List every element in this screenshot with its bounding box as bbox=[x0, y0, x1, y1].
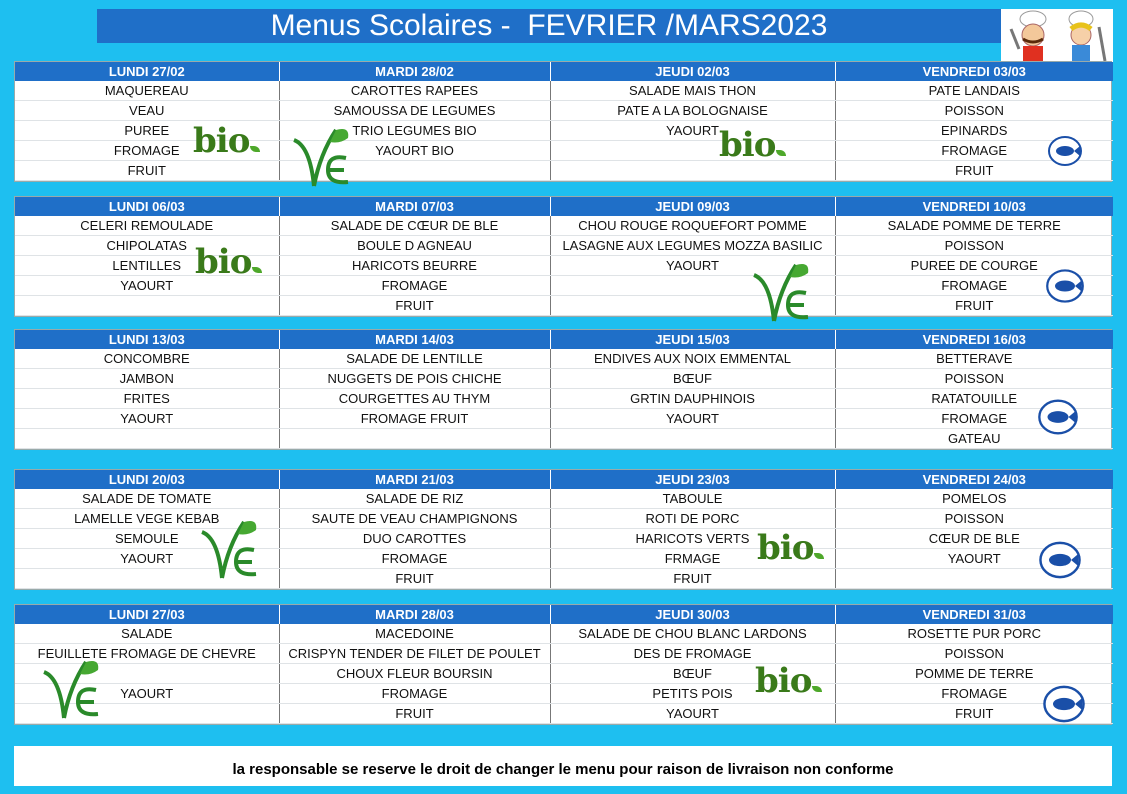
menu-item: ROSETTE PUR PORC bbox=[835, 624, 1113, 644]
day-header: MARDI 28/03 bbox=[279, 605, 550, 624]
menu-item: POMME DE TERRE bbox=[835, 664, 1113, 684]
menu-item: FROMAGE bbox=[835, 141, 1113, 161]
week-4-table bbox=[14, 469, 1112, 590]
menu-item: SAUTE DE VEAU CHAMPIGNONS bbox=[279, 509, 550, 529]
menu-item: POMELOS bbox=[835, 489, 1113, 509]
menu-item: COURGETTES AU THYM bbox=[279, 389, 550, 409]
chefs-illustration bbox=[1001, 9, 1113, 65]
menu-item: POISSON bbox=[835, 644, 1113, 664]
menu-item: TRIO LEGUMES BIO bbox=[279, 121, 550, 141]
menu-item: SALADE DE TOMATE bbox=[15, 489, 279, 509]
menu-item: FROMAGE FRUIT bbox=[279, 409, 550, 429]
menu-item: FROMAGE bbox=[279, 549, 550, 569]
menu-item: FROMAGE bbox=[279, 684, 550, 704]
menu-item: FRUIT bbox=[835, 704, 1113, 724]
menu-item: YAOURT bbox=[15, 409, 279, 429]
menu-item: SALADE POMME DE TERRE bbox=[835, 216, 1113, 236]
menu-item: YAOURT bbox=[550, 121, 835, 141]
menu-item: FRUIT bbox=[15, 161, 279, 181]
menu-item: LAMELLE VEGE KEBAB bbox=[15, 509, 279, 529]
day-header: JEUDI 02/03 bbox=[550, 62, 835, 81]
menu-item: GRTIN DAUPHINOIS bbox=[550, 389, 835, 409]
day-header: LUNDI 20/03 bbox=[15, 470, 279, 489]
menu-item: FRUIT bbox=[279, 569, 550, 589]
menu-item: FRMAGE bbox=[550, 549, 835, 569]
menu-item: SALADE bbox=[15, 624, 279, 644]
menu-item: VEAU bbox=[15, 101, 279, 121]
menu-item: LASAGNE AUX LEGUMES MOZZA BASILIC bbox=[550, 236, 835, 256]
day-header: VENDREDI 10/03 bbox=[835, 197, 1113, 216]
menu-item: BŒUF bbox=[550, 664, 835, 684]
menu-item: SALADE DE CŒUR DE BLE bbox=[279, 216, 550, 236]
menu-item: ENDIVES AUX NOIX EMMENTAL bbox=[550, 349, 835, 369]
day-header: VENDREDI 24/03 bbox=[835, 470, 1113, 489]
bio-logo-icon: bio bbox=[719, 128, 786, 162]
menu-item: RATATOUILLE bbox=[835, 389, 1113, 409]
menu-item: CHIPOLATAS bbox=[15, 236, 279, 256]
menu-item: HARICOTS VERTS bbox=[550, 529, 835, 549]
menu-item: SALADE DE RIZ bbox=[279, 489, 550, 509]
menu-item: BŒUF bbox=[550, 369, 835, 389]
menu-item: FRUIT bbox=[835, 161, 1113, 181]
menu-item: YAOURT bbox=[550, 256, 835, 276]
menu-item: SALADE DE CHOU BLANC LARDONS bbox=[550, 624, 835, 644]
menu-item bbox=[15, 429, 279, 449]
menu-item: YAOURT bbox=[550, 409, 835, 429]
menu-item: SEMOULE bbox=[15, 529, 279, 549]
menu-item bbox=[15, 296, 279, 316]
day-header: VENDREDI 31/03 bbox=[835, 605, 1113, 624]
menu-item bbox=[550, 429, 835, 449]
menu-item: FROMAGE bbox=[835, 409, 1113, 429]
menu-item: PETITS POIS bbox=[550, 684, 835, 704]
menu-item: DUO CAROTTES bbox=[279, 529, 550, 549]
menu-item: CAROTTES RAPEES bbox=[279, 81, 550, 101]
menu-item: DES DE FROMAGE bbox=[550, 644, 835, 664]
menu-item: CELERI REMOULADE bbox=[15, 216, 279, 236]
menu-item: PATE LANDAIS bbox=[835, 81, 1113, 101]
menu-item: PUREE bbox=[15, 121, 279, 141]
menu-item bbox=[550, 276, 835, 296]
menu-item: YAOURT bbox=[15, 684, 279, 704]
day-header: LUNDI 06/03 bbox=[15, 197, 279, 216]
menu-item: FRITES bbox=[15, 389, 279, 409]
menu-item: ROTI DE PORC bbox=[550, 509, 835, 529]
menu-item: FROMAGE bbox=[835, 684, 1113, 704]
menu-item: LENTILLES bbox=[15, 256, 279, 276]
menu-item: YAOURT bbox=[15, 549, 279, 569]
menu-item: CHOU ROUGE ROQUEFORT POMME bbox=[550, 216, 835, 236]
day-header: MARDI 21/03 bbox=[279, 470, 550, 489]
menu-item: EPINARDS bbox=[835, 121, 1113, 141]
menu-item bbox=[15, 664, 279, 684]
menu-item: SALADE DE LENTILLE bbox=[279, 349, 550, 369]
menu-item: GATEAU bbox=[835, 429, 1113, 449]
menu-item: YAOURT bbox=[15, 276, 279, 296]
menu-item: MACEDOINE bbox=[279, 624, 550, 644]
menu-item: CONCOMBRE bbox=[15, 349, 279, 369]
menu-item bbox=[279, 429, 550, 449]
menu-item: PUREE DE COURGE bbox=[835, 256, 1113, 276]
menu-item: FRUIT bbox=[279, 296, 550, 316]
day-header: MARDI 28/02 bbox=[279, 62, 550, 81]
bio-logo-icon: bio bbox=[755, 664, 822, 698]
menu-item: SALADE MAIS THON bbox=[550, 81, 835, 101]
day-header: MARDI 07/03 bbox=[279, 197, 550, 216]
week-1-table bbox=[14, 61, 1112, 182]
menu-item: JAMBON bbox=[15, 369, 279, 389]
bio-logo-icon: bio bbox=[757, 531, 824, 565]
day-header: VENDREDI 03/03 bbox=[835, 62, 1113, 81]
week-2-table bbox=[14, 196, 1112, 317]
menu-item: FRUIT bbox=[550, 569, 835, 589]
menu-item bbox=[15, 704, 279, 724]
menu-item: CRISPYN TENDER DE FILET DE POULET bbox=[279, 644, 550, 664]
menu-item: SAMOUSSA DE LEGUMES bbox=[279, 101, 550, 121]
menu-item: FROMAGE bbox=[279, 276, 550, 296]
menu-item: YAOURT bbox=[550, 704, 835, 724]
bio-logo-icon: bio bbox=[195, 245, 262, 279]
day-header: JEUDI 15/03 bbox=[550, 330, 835, 349]
menu-item: FROMAGE bbox=[15, 141, 279, 161]
menu-item: FRUIT bbox=[835, 296, 1113, 316]
week-5-table bbox=[14, 604, 1112, 725]
week-3-table bbox=[14, 329, 1112, 450]
menu-item: YAOURT bbox=[835, 549, 1113, 569]
menu-item bbox=[550, 161, 835, 181]
menu-item bbox=[279, 161, 550, 181]
menu-item: FRUIT bbox=[279, 704, 550, 724]
menu-item: PATE A LA BOLOGNAISE bbox=[550, 101, 835, 121]
bio-logo-icon: bio bbox=[193, 124, 260, 158]
menu-item: CŒUR DE BLE bbox=[835, 529, 1113, 549]
footer-note: la responsable se reserve le droit de changer le menu pour raison de livraison non conforme bbox=[14, 746, 1112, 786]
day-header: VENDREDI 16/03 bbox=[835, 330, 1113, 349]
day-header: LUNDI 27/03 bbox=[15, 605, 279, 624]
menu-item: BETTERAVE bbox=[835, 349, 1113, 369]
menu-item bbox=[15, 569, 279, 589]
menu-item bbox=[550, 141, 835, 161]
chef-icon bbox=[1001, 9, 1113, 65]
day-header: JEUDI 30/03 bbox=[550, 605, 835, 624]
day-header: JEUDI 09/03 bbox=[550, 197, 835, 216]
page-title: Menus Scolaires - FEVRIER /MARS2023 bbox=[97, 9, 1001, 43]
menu-item: YAOURT BIO bbox=[279, 141, 550, 161]
menu-item: MAQUEREAU bbox=[15, 81, 279, 101]
menu-item: BOULE D AGNEAU bbox=[279, 236, 550, 256]
menu-item: POISSON bbox=[835, 236, 1113, 256]
menu-item: POISSON bbox=[835, 101, 1113, 121]
menu-item: FROMAGE bbox=[835, 276, 1113, 296]
menu-item: POISSON bbox=[835, 369, 1113, 389]
day-header: LUNDI 27/02 bbox=[15, 62, 279, 81]
menu-item: FEUILLETE FROMAGE DE CHEVRE bbox=[15, 644, 279, 664]
menu-item: NUGGETS DE POIS CHICHE bbox=[279, 369, 550, 389]
menu-item bbox=[835, 569, 1113, 589]
day-header: LUNDI 13/03 bbox=[15, 330, 279, 349]
menu-item: HARICOTS BEURRE bbox=[279, 256, 550, 276]
menu-item: TABOULE bbox=[550, 489, 835, 509]
menu-item bbox=[550, 296, 835, 316]
menu-item: CHOUX FLEUR BOURSIN bbox=[279, 664, 550, 684]
menu-item: POISSON bbox=[835, 509, 1113, 529]
day-header: JEUDI 23/03 bbox=[550, 470, 835, 489]
day-header: MARDI 14/03 bbox=[279, 330, 550, 349]
